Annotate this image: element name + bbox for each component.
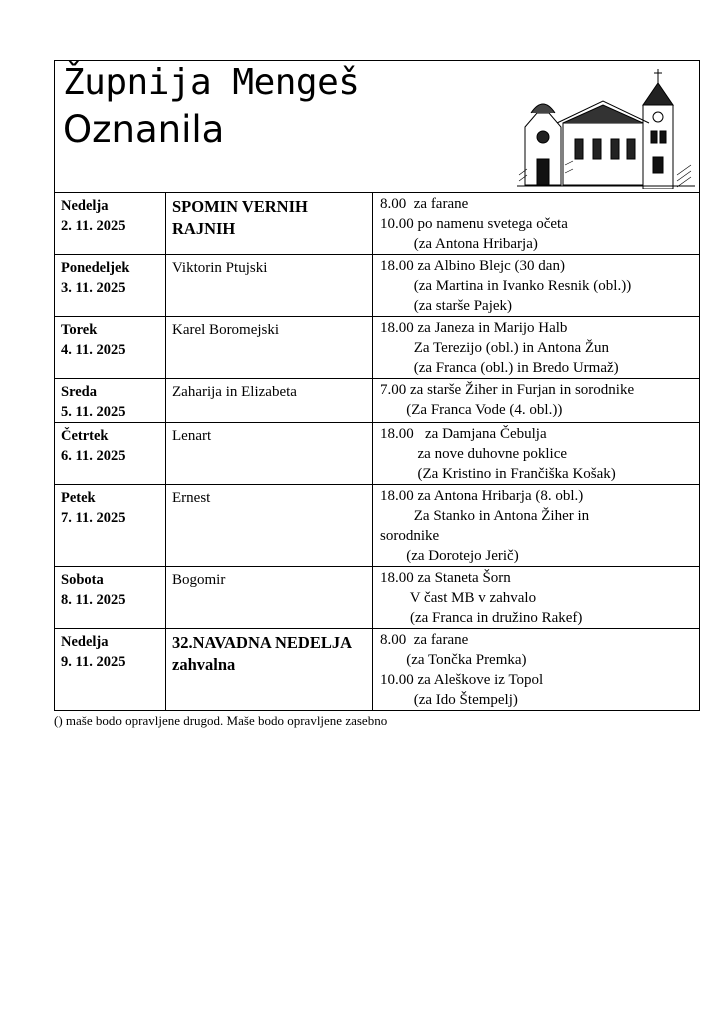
mass-intention: 8.00 za farane: [380, 196, 469, 212]
mass-intention: (za Ido Štempelj): [380, 692, 518, 708]
feast-name: Viktorin Ptujski: [172, 260, 268, 276]
feast-name: Karel Boromejski: [172, 322, 280, 338]
announcement-sheet: [54, 60, 700, 730]
schedule-row: [55, 317, 700, 379]
mass-intention: 18.00 za Antona Hribarja (8. obl.): [380, 488, 584, 504]
mass-intention: 18.00 za Staneta Šorn: [380, 570, 511, 586]
schedule-row: [55, 379, 700, 423]
mass-intention: Za Stanko in Antona Žiher in: [380, 508, 590, 524]
mass-intention: (za Martina in Ivanko Resnik (obl.)): [380, 278, 632, 294]
feast-cell: [166, 485, 373, 567]
schedule-row: [55, 423, 700, 485]
feast-name: Zaharija in Elizabeta: [172, 384, 297, 400]
feast-name: Ernest: [172, 490, 211, 506]
day-cell: [55, 567, 166, 629]
footnote: () maše bodo opravljene drugod. Maše bodo opravljene zasebno: [54, 713, 388, 728]
day-name: Četrtek: [61, 428, 109, 444]
feast-cell: [166, 317, 373, 379]
schedule-row: [55, 485, 700, 567]
page-subtitle: Oznanila: [63, 108, 225, 151]
feast-cell: [166, 193, 373, 255]
day-cell: [55, 379, 166, 423]
masses-cell: [373, 629, 700, 711]
masses-cell: [373, 255, 700, 317]
mass-intention: 8.00 za farane: [380, 632, 469, 648]
mass-intention: (za Antona Hribarja): [380, 236, 538, 252]
schedule-row: [55, 567, 700, 629]
masses-cell: [373, 423, 700, 485]
mass-intention: 10.00 za Aleškove iz Topol: [380, 672, 544, 688]
mass-intention: (za starše Pajek): [380, 298, 513, 314]
day-cell: [55, 485, 166, 567]
mass-intention: sorodnike: [380, 528, 440, 544]
day-name: Petek: [61, 490, 96, 506]
mass-intention: (za Franca (obl.) in Bredo Urmaž): [380, 360, 619, 376]
day-name: Sobota: [61, 572, 104, 588]
mass-intention: 18.00 za Janeza in Marijo Halb: [380, 320, 568, 336]
feast-cell: [166, 423, 373, 485]
day-date: 4. 11. 2025: [61, 342, 126, 358]
schedule-table: [54, 192, 700, 711]
day-cell: [55, 193, 166, 255]
mass-intention: (Za Kristino in Frančiška Košak): [380, 466, 616, 482]
mass-intention: 7.00 za starše Žiher in Furjan in sorodnike: [380, 382, 635, 398]
day-date: 3. 11. 2025: [61, 280, 126, 296]
day-date: 8. 11. 2025: [61, 592, 126, 608]
header: [54, 60, 700, 192]
masses-cell: [373, 485, 700, 567]
day-cell: [55, 317, 166, 379]
day-cell: [55, 629, 166, 711]
day-name: Sreda: [61, 384, 97, 400]
day-cell: [55, 423, 166, 485]
parish-title: Župnija Mengeš: [63, 62, 360, 103]
masses-cell: [373, 317, 700, 379]
schedule-row: [55, 255, 700, 317]
mass-intention: 18.00 za Albino Blejc (30 dan): [380, 258, 565, 274]
day-date: 2. 11. 2025: [61, 218, 126, 234]
feast-cell: [166, 379, 373, 423]
feast-name: SPOMIN VERNIH RAJNIH: [172, 197, 308, 238]
day-cell: [55, 255, 166, 317]
schedule-row: [55, 629, 700, 711]
church-illustration-icon: [517, 65, 695, 189]
mass-intention: 10.00 po namenu svetega očeta: [380, 216, 568, 232]
day-date: 9. 11. 2025: [61, 654, 126, 670]
day-name: Ponedeljek: [61, 260, 130, 276]
day-name: Nedelja: [61, 634, 109, 650]
schedule-row: [55, 193, 700, 255]
masses-cell: [373, 379, 700, 423]
day-date: 6. 11. 2025: [61, 448, 126, 464]
day-date: 5. 11. 2025: [61, 404, 126, 420]
day-name: Nedelja: [61, 198, 109, 214]
mass-intention: (za Dorotejo Jerič): [380, 548, 519, 564]
mass-intention: Za Terezijo (obl.) in Antona Žun: [380, 340, 610, 356]
mass-intention: (za Tončka Premka): [380, 652, 527, 668]
mass-intention: 18.00 za Damjana Čebulja: [380, 426, 547, 442]
feast-name: Lenart: [172, 428, 212, 444]
masses-cell: [373, 567, 700, 629]
feast-cell: [166, 255, 373, 317]
mass-intention: za nove duhovne poklice: [380, 446, 568, 462]
feast-cell: [166, 629, 373, 711]
day-date: 7. 11. 2025: [61, 510, 126, 526]
mass-intention: (Za Franca Vode (4. obl.)): [380, 402, 563, 418]
feast-name: Bogomir: [172, 572, 226, 588]
feast-cell: [166, 567, 373, 629]
mass-intention: (za Franca in družino Rakef): [380, 610, 583, 626]
day-name: Torek: [61, 322, 98, 338]
mass-intention: V čast MB v zahvalo: [380, 590, 537, 606]
feast-name: 32.NAVADNA NEDELJA zahvalna: [172, 633, 352, 674]
masses-cell: [373, 193, 700, 255]
